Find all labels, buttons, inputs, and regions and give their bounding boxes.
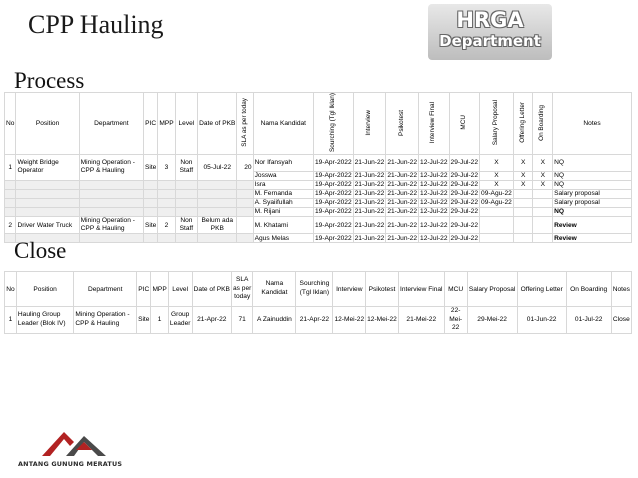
notes: NQ xyxy=(553,171,632,180)
group2-pic: Site xyxy=(143,216,157,233)
psikotest-date: 21-Jun-22 xyxy=(387,234,418,242)
col-date-pkb: Date of PKB xyxy=(192,272,231,307)
col-department: Department xyxy=(74,272,137,307)
sourching-date: 19-Apr-2022 xyxy=(314,208,352,216)
candidate-name: Nor Ifansyah xyxy=(253,154,313,171)
on-boarding: X xyxy=(533,171,553,180)
group2-position: Driver Water Truck xyxy=(16,216,79,233)
interview-date: 21-Jun-22 xyxy=(354,234,385,242)
mcu-date: 29-Jul-22 xyxy=(450,181,479,189)
col-interview-final xyxy=(419,93,450,155)
sourching-date: 19-Apr-2022 xyxy=(314,234,352,242)
mcu-date: 29-Jul-22 xyxy=(449,216,480,233)
table-row xyxy=(5,307,632,334)
interview-date: 21-Jun-22 xyxy=(353,154,386,171)
sourching-date: 19-Apr-2022 xyxy=(314,181,352,189)
close-offering: 01-Jun-22 xyxy=(517,307,566,334)
col-sourching-label: Sourching (Tgl Iklan) xyxy=(328,93,336,152)
company-name: ANTANG GUNUNG MERATUS xyxy=(18,460,123,468)
group1-level: Non Staff xyxy=(175,154,197,180)
candidate-name: Agus Melas xyxy=(253,234,313,243)
group1-date-pkb: 05-Jul-22 xyxy=(198,154,237,180)
close-level: Group Leader xyxy=(168,307,192,334)
interview-date: 21-Jun-22 xyxy=(353,216,386,233)
col-position: Position xyxy=(16,272,73,307)
process-section-title: Process xyxy=(14,68,85,93)
group2-department: Mining Operation - CPP & Hauling xyxy=(79,216,143,233)
process-header-row xyxy=(5,93,632,155)
on-boarding xyxy=(533,198,553,207)
table-row xyxy=(5,154,632,171)
candidate-name: M. Fernanda xyxy=(253,189,313,198)
close-sla: 71 xyxy=(231,307,253,334)
close-sourching: 21-Apr-22 xyxy=(296,307,333,334)
interview-final-date: 12-Jul-22 xyxy=(420,181,448,189)
close-header-row xyxy=(5,272,632,307)
group2-no: 2 xyxy=(5,216,16,233)
salary-proposal: X xyxy=(480,154,514,171)
interview-final-date: 12-Jul-22 xyxy=(420,199,448,207)
close-notes: Close xyxy=(611,307,631,334)
offering-letter xyxy=(513,198,533,207)
salary-proposal: 09-Agu-22 xyxy=(481,199,512,207)
offering-letter: X xyxy=(513,171,533,180)
close-mcu: 22-Mei-22 xyxy=(444,307,467,334)
interview-date: 21-Jun-22 xyxy=(354,190,385,198)
interview-final-date: 12-Jul-22 xyxy=(420,190,448,198)
col-onboarding xyxy=(533,93,553,155)
group1-department: Mining Operation - CPP & Hauling xyxy=(79,154,143,180)
salary-proposal: X xyxy=(480,171,514,180)
on-boarding xyxy=(533,189,553,198)
col-offering xyxy=(513,93,533,155)
table-row xyxy=(5,180,632,189)
col-offering-label: Offering Letter xyxy=(518,102,526,143)
close-interview: 12-Mei-22 xyxy=(333,307,366,334)
sourching-date: 19-Apr-2022 xyxy=(314,199,352,207)
col-salary xyxy=(480,93,514,155)
group1-pic: Site xyxy=(143,154,157,180)
interview-final-date: 12-Jul-22 xyxy=(420,172,448,180)
col-no: No xyxy=(5,93,16,155)
close-mpp: 1 xyxy=(151,307,168,334)
close-nama: A Zainuddin xyxy=(253,307,296,334)
on-boarding: X xyxy=(533,154,553,171)
interview-date: 21-Jun-22 xyxy=(354,199,385,207)
notes: NQ xyxy=(553,154,632,171)
close-position: Hauling Group Leader (Blok IV) xyxy=(16,307,73,334)
on-boarding: X xyxy=(533,180,553,189)
col-salary-label: Salary Proposal xyxy=(492,99,500,146)
close-onboarding: 01-Jul-22 xyxy=(566,307,611,334)
col-no: No xyxy=(5,272,17,307)
group1-mpp: 3 xyxy=(158,154,175,180)
candidate-name: Isra xyxy=(253,180,313,189)
interview-date: 21-Jun-22 xyxy=(354,172,385,180)
offering-letter xyxy=(513,189,533,198)
col-sourching xyxy=(313,93,353,155)
col-interview-final: Interview Final xyxy=(398,272,444,307)
sourching-date: 19-Apr-2022 xyxy=(313,154,353,171)
col-interview xyxy=(353,93,386,155)
on-boarding xyxy=(533,207,553,216)
group2-date-pkb: Belum ada PKB xyxy=(198,216,237,233)
table-row xyxy=(5,207,632,216)
mcu-date: 29-Jul-22 xyxy=(449,154,480,171)
col-level: Level xyxy=(175,93,197,155)
page-title: CPP Hauling xyxy=(28,10,164,39)
close-table xyxy=(4,271,632,334)
col-offering: Offering Letter xyxy=(517,272,566,307)
interview-date: 21-Jun-22 xyxy=(354,208,385,216)
col-pic: PIC xyxy=(143,93,157,155)
interview-final-date: 12-Jul-22 xyxy=(420,208,448,216)
notes: Salary proposal xyxy=(553,189,632,198)
col-mpp: MPP xyxy=(158,93,175,155)
close-psikotest: 12-Mei-22 xyxy=(366,307,399,334)
table-row xyxy=(5,198,632,207)
offering-letter xyxy=(513,207,533,216)
close-department: Mining Operation - CPP & Hauling xyxy=(74,307,137,334)
table-row xyxy=(5,189,632,198)
mcu-date: 29-Jul-22 xyxy=(450,234,479,242)
mcu-date: 29-Jul-22 xyxy=(450,172,479,180)
group2-level: Non Staff xyxy=(175,216,197,233)
close-date-pkb: 21-Apr-22 xyxy=(192,307,231,334)
group1-position: Weight Bridge Operator xyxy=(16,154,79,180)
table-row xyxy=(5,234,632,243)
col-onboarding-label: On Boarding xyxy=(538,104,546,141)
interview-final-date: 12-Jul-22 xyxy=(420,234,448,242)
close-no: 1 xyxy=(5,307,17,334)
notes: NQ xyxy=(553,180,632,189)
col-mcu: MCU xyxy=(444,272,467,307)
psikotest-date: 21-Jun-22 xyxy=(387,208,418,216)
group1-sla: 20 xyxy=(237,154,253,180)
offering-letter: X xyxy=(513,154,533,171)
col-salary: Salary Proposal xyxy=(467,272,517,307)
candidate-name: M. Rijani xyxy=(253,207,313,216)
col-sla-label: SLA as per today xyxy=(240,98,248,147)
psikotest-date: 21-Jun-22 xyxy=(387,190,418,198)
candidate-name: Josswa xyxy=(253,171,313,180)
salary-proposal: 09-Agu-22 xyxy=(481,190,512,198)
sourching-date: 19-Apr-2022 xyxy=(314,190,352,198)
badge-line2: Department xyxy=(439,32,541,50)
col-interview-label: Interview xyxy=(365,109,373,136)
salary-proposal: X xyxy=(480,180,514,189)
sourching-date: 19-Apr-2022 xyxy=(314,172,352,180)
company-logo xyxy=(18,428,136,468)
col-psikotest: Psikotest xyxy=(366,272,399,307)
col-position: Position xyxy=(16,93,79,155)
notes: Review xyxy=(553,216,632,233)
col-interview-final-label: Interview Final xyxy=(429,101,437,144)
col-onboarding: On Boarding xyxy=(566,272,611,307)
close-salary: 29-Mei-22 xyxy=(467,307,517,334)
col-notes: Notes xyxy=(611,272,631,307)
psikotest-date: 21-Jun-22 xyxy=(386,154,419,171)
close-pic: Site xyxy=(137,307,151,334)
candidate-name: M. Khatami xyxy=(253,216,313,233)
table-row xyxy=(5,216,632,233)
psikotest-date: 21-Jun-22 xyxy=(386,216,419,233)
mcu-date: 29-Jul-22 xyxy=(450,190,479,198)
close-section-title: Close xyxy=(14,238,67,263)
hrga-department-badge xyxy=(428,4,552,60)
process-table xyxy=(4,92,632,243)
col-pic: PIC xyxy=(137,272,151,307)
group1-no: 1 xyxy=(5,154,16,180)
col-sla: SLA as per today xyxy=(231,272,253,307)
col-mpp: MPP xyxy=(151,272,168,307)
col-department: Department xyxy=(79,93,143,155)
interview-final-date: 12-Jul-22 xyxy=(419,216,450,233)
psikotest-date: 21-Jun-22 xyxy=(387,181,418,189)
mountain-logo-icon xyxy=(40,428,108,458)
mcu-date: 29-Jul-22 xyxy=(450,208,479,216)
psikotest-date: 21-Jun-22 xyxy=(387,199,418,207)
sourching-date: 19-Apr-2022 xyxy=(313,216,353,233)
close-interview-final: 21-Mei-22 xyxy=(398,307,444,334)
col-sourching: Sourching (Tgl Iklan) xyxy=(296,272,333,307)
notes: Salary proposal xyxy=(553,198,632,207)
col-interview: Interview xyxy=(333,272,366,307)
mcu-date: 29-Jul-22 xyxy=(450,199,479,207)
col-level: Level xyxy=(168,272,192,307)
candidate-name: A. Syaiifullah xyxy=(253,198,313,207)
col-psikotest xyxy=(386,93,419,155)
col-sla xyxy=(237,93,253,155)
salary-proposal xyxy=(480,207,514,216)
badge-line1: HRGA xyxy=(456,8,524,32)
col-nama: Nama Kandidat xyxy=(253,272,296,307)
col-mcu-label: MCU xyxy=(459,115,467,130)
col-psikotest-label: Psikotest xyxy=(397,109,405,136)
col-date-pkb: Date of PKB xyxy=(198,93,237,155)
interview-date: 21-Jun-22 xyxy=(354,181,385,189)
notes: NQ xyxy=(553,207,632,216)
col-notes: Notes xyxy=(553,93,632,155)
col-nama: Nama Kandidat xyxy=(253,93,313,155)
psikotest-date: 21-Jun-22 xyxy=(387,172,418,180)
interview-final-date: 12-Jul-22 xyxy=(419,154,450,171)
offering-letter: X xyxy=(513,180,533,189)
group2-mpp: 2 xyxy=(158,216,175,233)
notes: Review xyxy=(553,234,632,243)
col-mcu xyxy=(449,93,480,155)
